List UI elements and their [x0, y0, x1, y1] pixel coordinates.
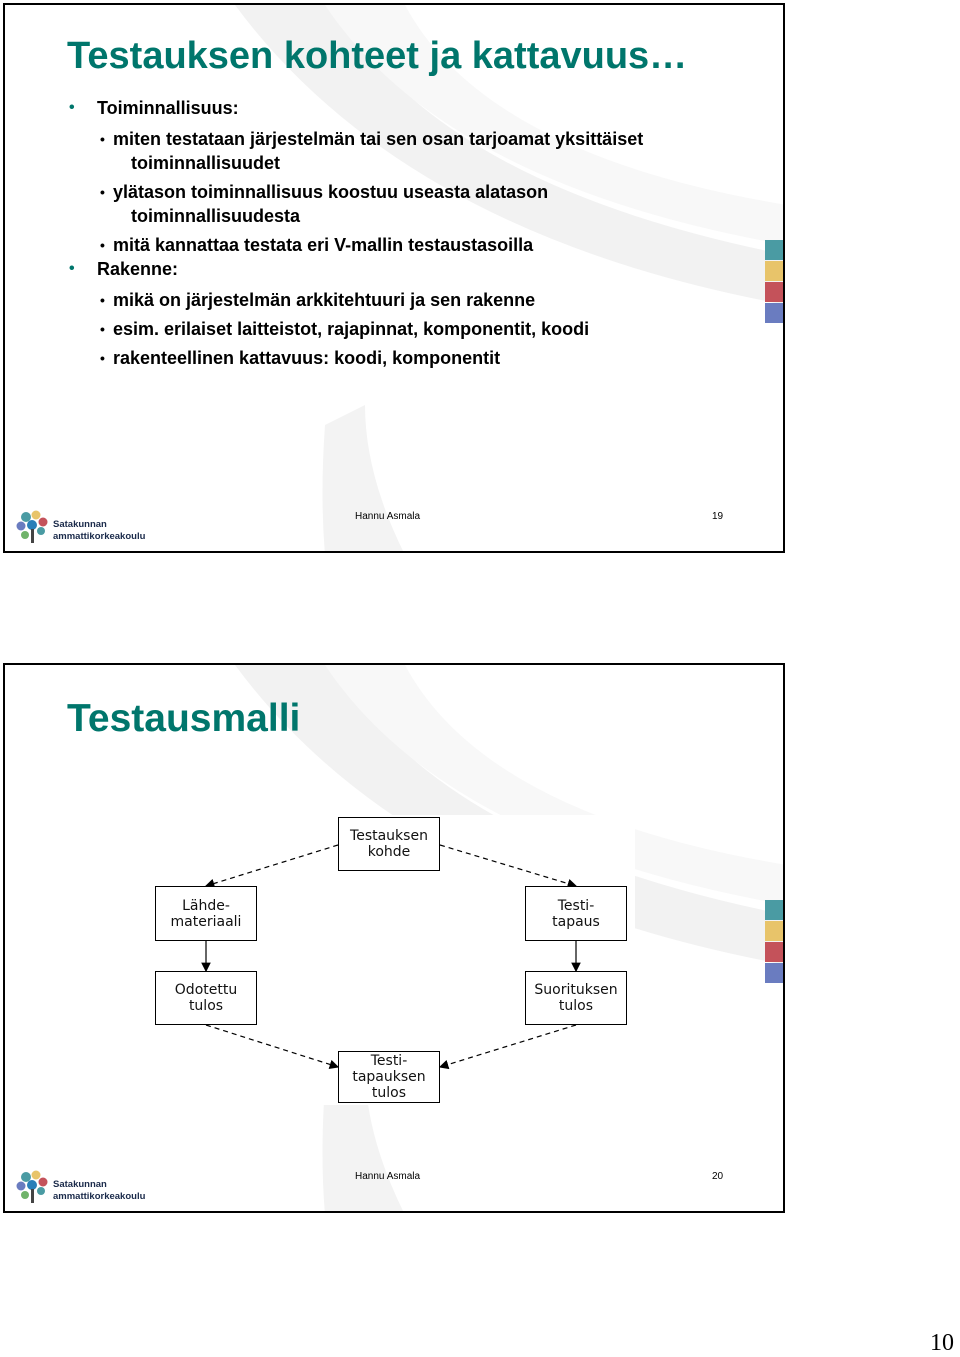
logo-line2: ammattikorkeakoulu [53, 1191, 146, 1202]
slide-20 [3, 663, 785, 1213]
edge-suoritus-tulos [440, 1025, 576, 1067]
bullet-heading: • Toiminnallisuus: [67, 97, 767, 119]
bullet-heading: • Rakenne: [67, 258, 767, 280]
logo-line1: Satakunnan [53, 1179, 107, 1190]
bullet-item: • rakenteellinen kattavuus: koodi, komponentit [67, 346, 767, 370]
logo-tree-icon [15, 509, 51, 545]
school-logo [13, 1165, 153, 1207]
slide-title: Testausmalli [67, 697, 301, 740]
node-testitapauksen-tulos: Testi- tapauksen tulos [338, 1051, 440, 1103]
bullet-item: • ylätason toiminnallisuus koostuu useasta alatason toiminnallisuudesta [67, 180, 767, 228]
school-logo [13, 505, 153, 547]
logo-line1: Satakunnan [53, 519, 107, 530]
color-stripes [765, 900, 785, 984]
bullet-item: • mikä on järjestelmän arkkitehtuuri ja sen rakenne [67, 288, 767, 312]
bullet-item: • mitä kannattaa testata eri V-mallin testaustasoilla [67, 233, 767, 257]
bullet-list [67, 97, 767, 375]
node-odotettu-tulos: Odotettu tulos [155, 971, 257, 1025]
slide-19 [3, 3, 785, 553]
node-testitapaus: Testi- tapaus [525, 886, 627, 941]
footer-author: Hannu Asmala [355, 511, 421, 522]
test-model-diagram [150, 815, 635, 1105]
color-stripes [765, 240, 785, 324]
node-lahdemateriaali: Lähde- materiaali [155, 886, 257, 941]
slide-title: Testauksen kohteet ja kattavuus… [67, 35, 688, 77]
footer-slide-number: 20 [712, 1171, 724, 1182]
edge-kohde-lahde [206, 845, 338, 886]
logo-line2: ammattikorkeakoulu [53, 531, 146, 542]
edge-kohde-testitapaus [440, 845, 576, 886]
footer-author: Hannu Asmala [355, 1171, 421, 1182]
bullet-item: • miten testataan järjestelmän tai sen osan tarjoamat yksittäiset toiminnallisuudet [67, 127, 767, 175]
node-suorituksen-tulos: Suorituksen tulos [525, 971, 627, 1025]
edge-odotettu-tulos [206, 1025, 338, 1067]
bullet-item: • esim. erilaiset laitteistot, rajapinnat, komponentit, koodi [67, 317, 767, 341]
logo-tree-icon [15, 1169, 51, 1205]
node-testauksen-kohde: Testauksen kohde [338, 817, 440, 871]
page-number: 10 [930, 1330, 954, 1356]
footer-slide-number: 19 [712, 511, 724, 522]
